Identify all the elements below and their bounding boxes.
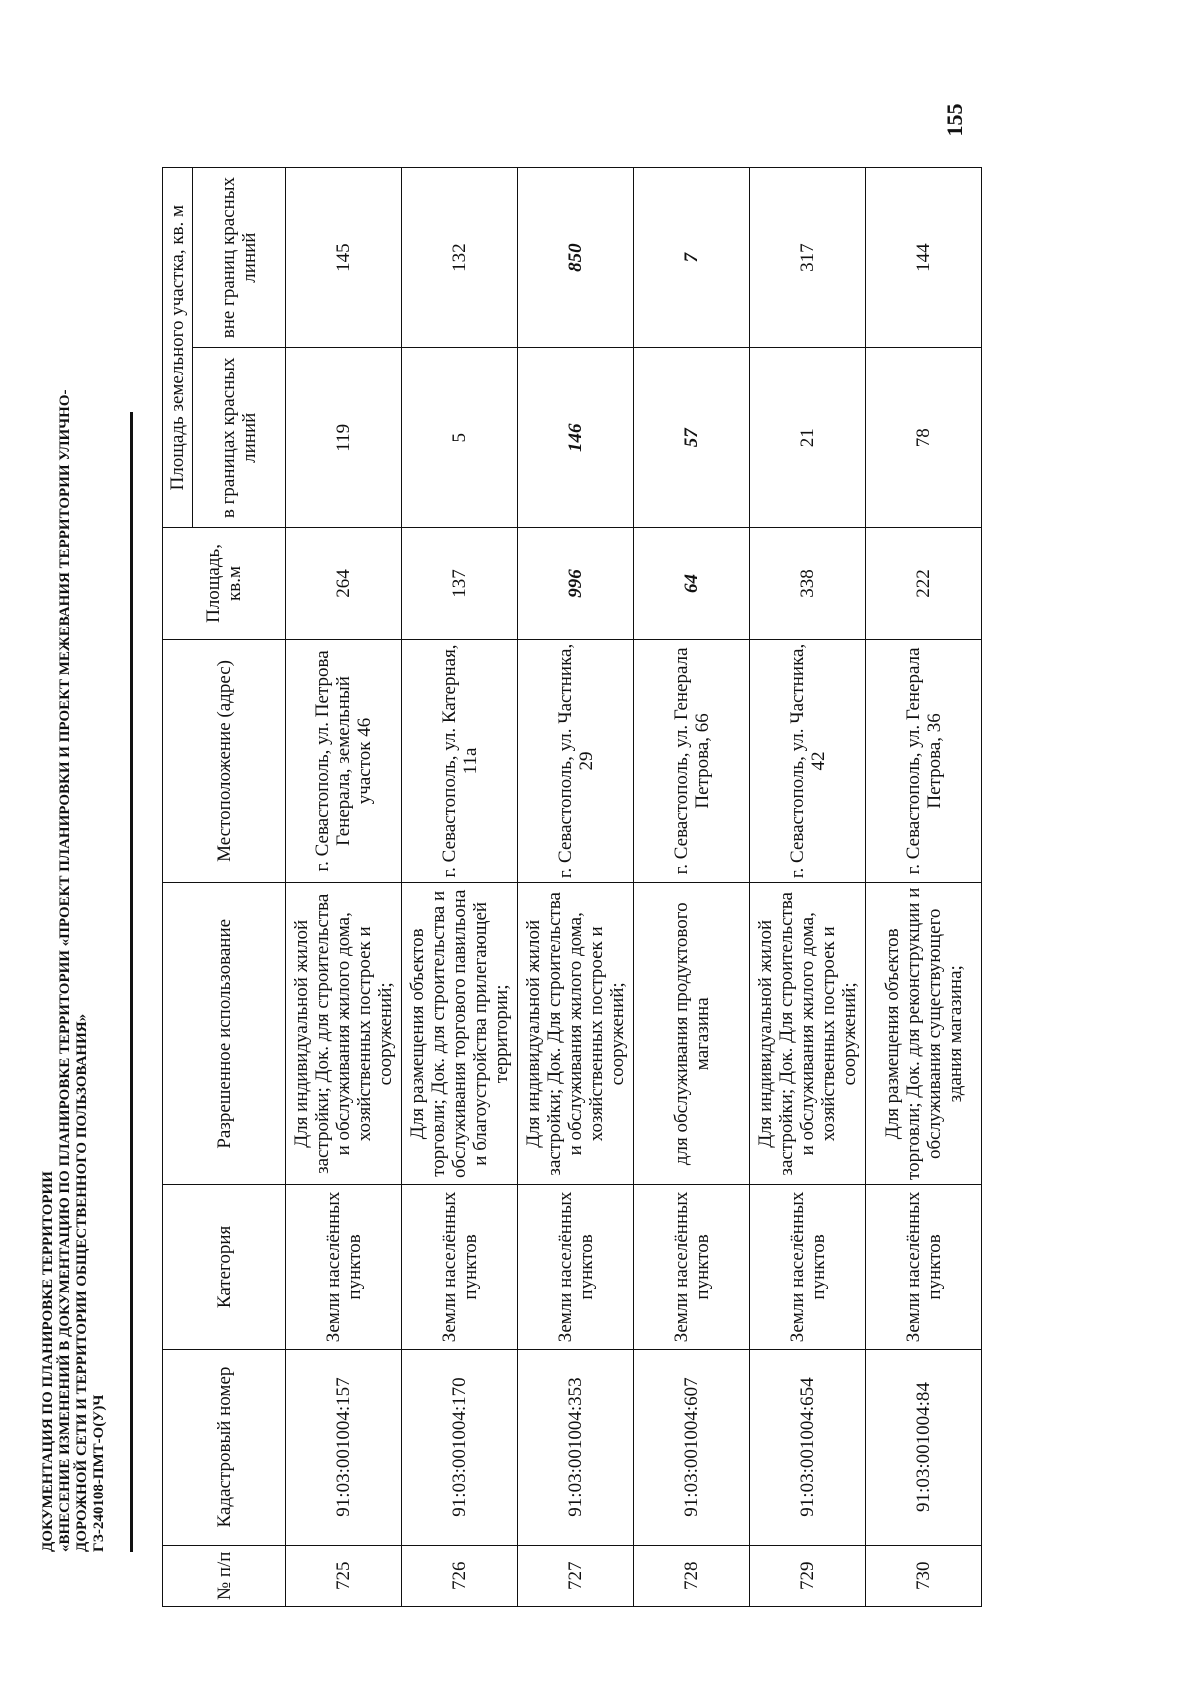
cell-inside: 5 (402, 348, 518, 528)
cell-usage: Для индивидуальной жилой застройки; Док. Для строительства и обслуживания жилого дома, хозяйственных построек и сооружений; (518, 883, 634, 1185)
cell-num: 726 (402, 1545, 518, 1606)
cell-num: 729 (750, 1545, 866, 1606)
table-row (750, 168, 866, 1607)
cell-category: Земли населённых пунктов (518, 1185, 634, 1349)
cell-cadastral: 91:03:001004:654 (750, 1349, 866, 1545)
cell-category: Земли населённых пунктов (634, 1185, 750, 1349)
cell-address: г. Севастополь, ул. Генерала Петрова, 36 (866, 639, 982, 883)
cell-num: 727 (518, 1545, 634, 1606)
cell-outside: 850 (518, 168, 634, 348)
cell-outside: 132 (402, 168, 518, 348)
header-num: № п/п (163, 1545, 286, 1606)
header-category: Категория (163, 1185, 286, 1349)
cell-usage: Для размещения объектов торговли; Док. для строительства и обслуживания торгового павильона и благоустройства прилегающей территории; (402, 883, 518, 1185)
cell-address: г. Севастополь, ул. Генерала Петрова, 66 (634, 639, 750, 883)
land-plots-table (162, 167, 982, 1607)
cell-inside: 21 (750, 348, 866, 528)
table-row (402, 168, 518, 1607)
cell-num: 725 (286, 1545, 402, 1606)
cell-outside: 317 (750, 168, 866, 348)
cell-inside: 119 (286, 348, 402, 528)
cell-cadastral: 91:03:001004:607 (634, 1349, 750, 1545)
cell-num: 728 (634, 1545, 750, 1606)
cell-category: Земли населённых пунктов (402, 1185, 518, 1349)
header-usage: Разрешенное использование (163, 883, 286, 1185)
header-line-2: «ВНЕСЕНИЕ ИЗМЕНЕНИЙ В ДОКУМЕНТАЦИЮ ПО ПЛАНИРОВКЕ ТЕРРИТОРИИ «ПРОЕКТ ПЛАНИРОВКИ И ПРОЕКТ МЕЖЕВАНИЯ ТЕРРИТОРИИ УЛИЧНО- (57, 389, 73, 1552)
cell-area: 338 (750, 528, 866, 639)
cell-category: Земли населённых пунктов (286, 1185, 402, 1349)
table-row (518, 168, 634, 1607)
cell-area: 137 (402, 528, 518, 639)
cell-area: 996 (518, 528, 634, 639)
cell-category: Земли населённых пунктов (750, 1185, 866, 1349)
cell-outside: 144 (866, 168, 982, 348)
header-line-4: ГЗ-240108-ПМТ-О(У)Ч (91, 1394, 107, 1552)
rotated-page (0, 152, 1060, 1622)
cell-usage: Для индивидуальной жилой застройки; Док. для строительства и обслуживания жилого дома, хозяйственных построек и сооружений; (286, 883, 402, 1185)
document-header (40, 252, 108, 1552)
cell-usage: для обслуживания продуктового магазина (634, 883, 750, 1185)
table-row (634, 168, 750, 1607)
header-rule (130, 412, 133, 1552)
header-line-3: ДОРОЖНОЙ СЕТИ И ТЕРРИТОРИИ ОБЩЕСТВЕННОГО ПОЛЬЗОВАНИЯ» (74, 1013, 90, 1552)
cell-cadastral: 91:03:001004:84 (866, 1349, 982, 1545)
header-inside: в границах красных линий (193, 348, 286, 528)
cell-usage: Для индивидуальной жилой застройки; Док. Для строительства и обслуживания жилого дома, хозяйственных построек и сооружений; (750, 883, 866, 1185)
cell-area: 64 (634, 528, 750, 639)
cell-address: г. Севастополь, ул. Петрова Генерала, земельный участок 46 (286, 639, 402, 883)
cell-inside: 78 (866, 348, 982, 528)
table-row (286, 168, 402, 1607)
cell-inside: 146 (518, 348, 634, 528)
cell-address: г. Севастополь, ул. Частника, 42 (750, 639, 866, 883)
header-land-area: Площадь земельного участка, кв. м (163, 168, 193, 528)
page-number: 155 (942, 103, 967, 137)
header-address: Местоположение (адрес) (163, 639, 286, 883)
cell-inside: 57 (634, 348, 750, 528)
cell-category: Земли населённых пунктов (866, 1185, 982, 1349)
cell-usage: Для размещения объектов торговли; Док. для реконструкции и обслуживания существующего здания магазина; (866, 883, 982, 1185)
cell-outside: 7 (634, 168, 750, 348)
cell-cadastral: 91:03:001004:170 (402, 1349, 518, 1545)
header-line-1: ДОКУМЕНТАЦИЯ ПО ПЛАНИРОВКЕ ТЕРРИТОРИИ (40, 1171, 56, 1552)
cell-cadastral: 91:03:001004:353 (518, 1349, 634, 1545)
cell-num: 730 (866, 1545, 982, 1606)
cell-address: г. Севастополь, ул. Частника, 29 (518, 639, 634, 883)
cell-area: 264 (286, 528, 402, 639)
cell-area: 222 (866, 528, 982, 639)
cell-address: г. Севастополь, ул. Катерная, 11а (402, 639, 518, 883)
cell-cadastral: 91:03:001004:157 (286, 1349, 402, 1545)
header-area: Площадь, кв.м (163, 528, 286, 639)
header-outside: вне границ красных линий (193, 168, 286, 348)
header-cadastral: Кадастровый номер (163, 1349, 286, 1545)
cell-outside: 145 (286, 168, 402, 348)
table-row (866, 168, 982, 1607)
